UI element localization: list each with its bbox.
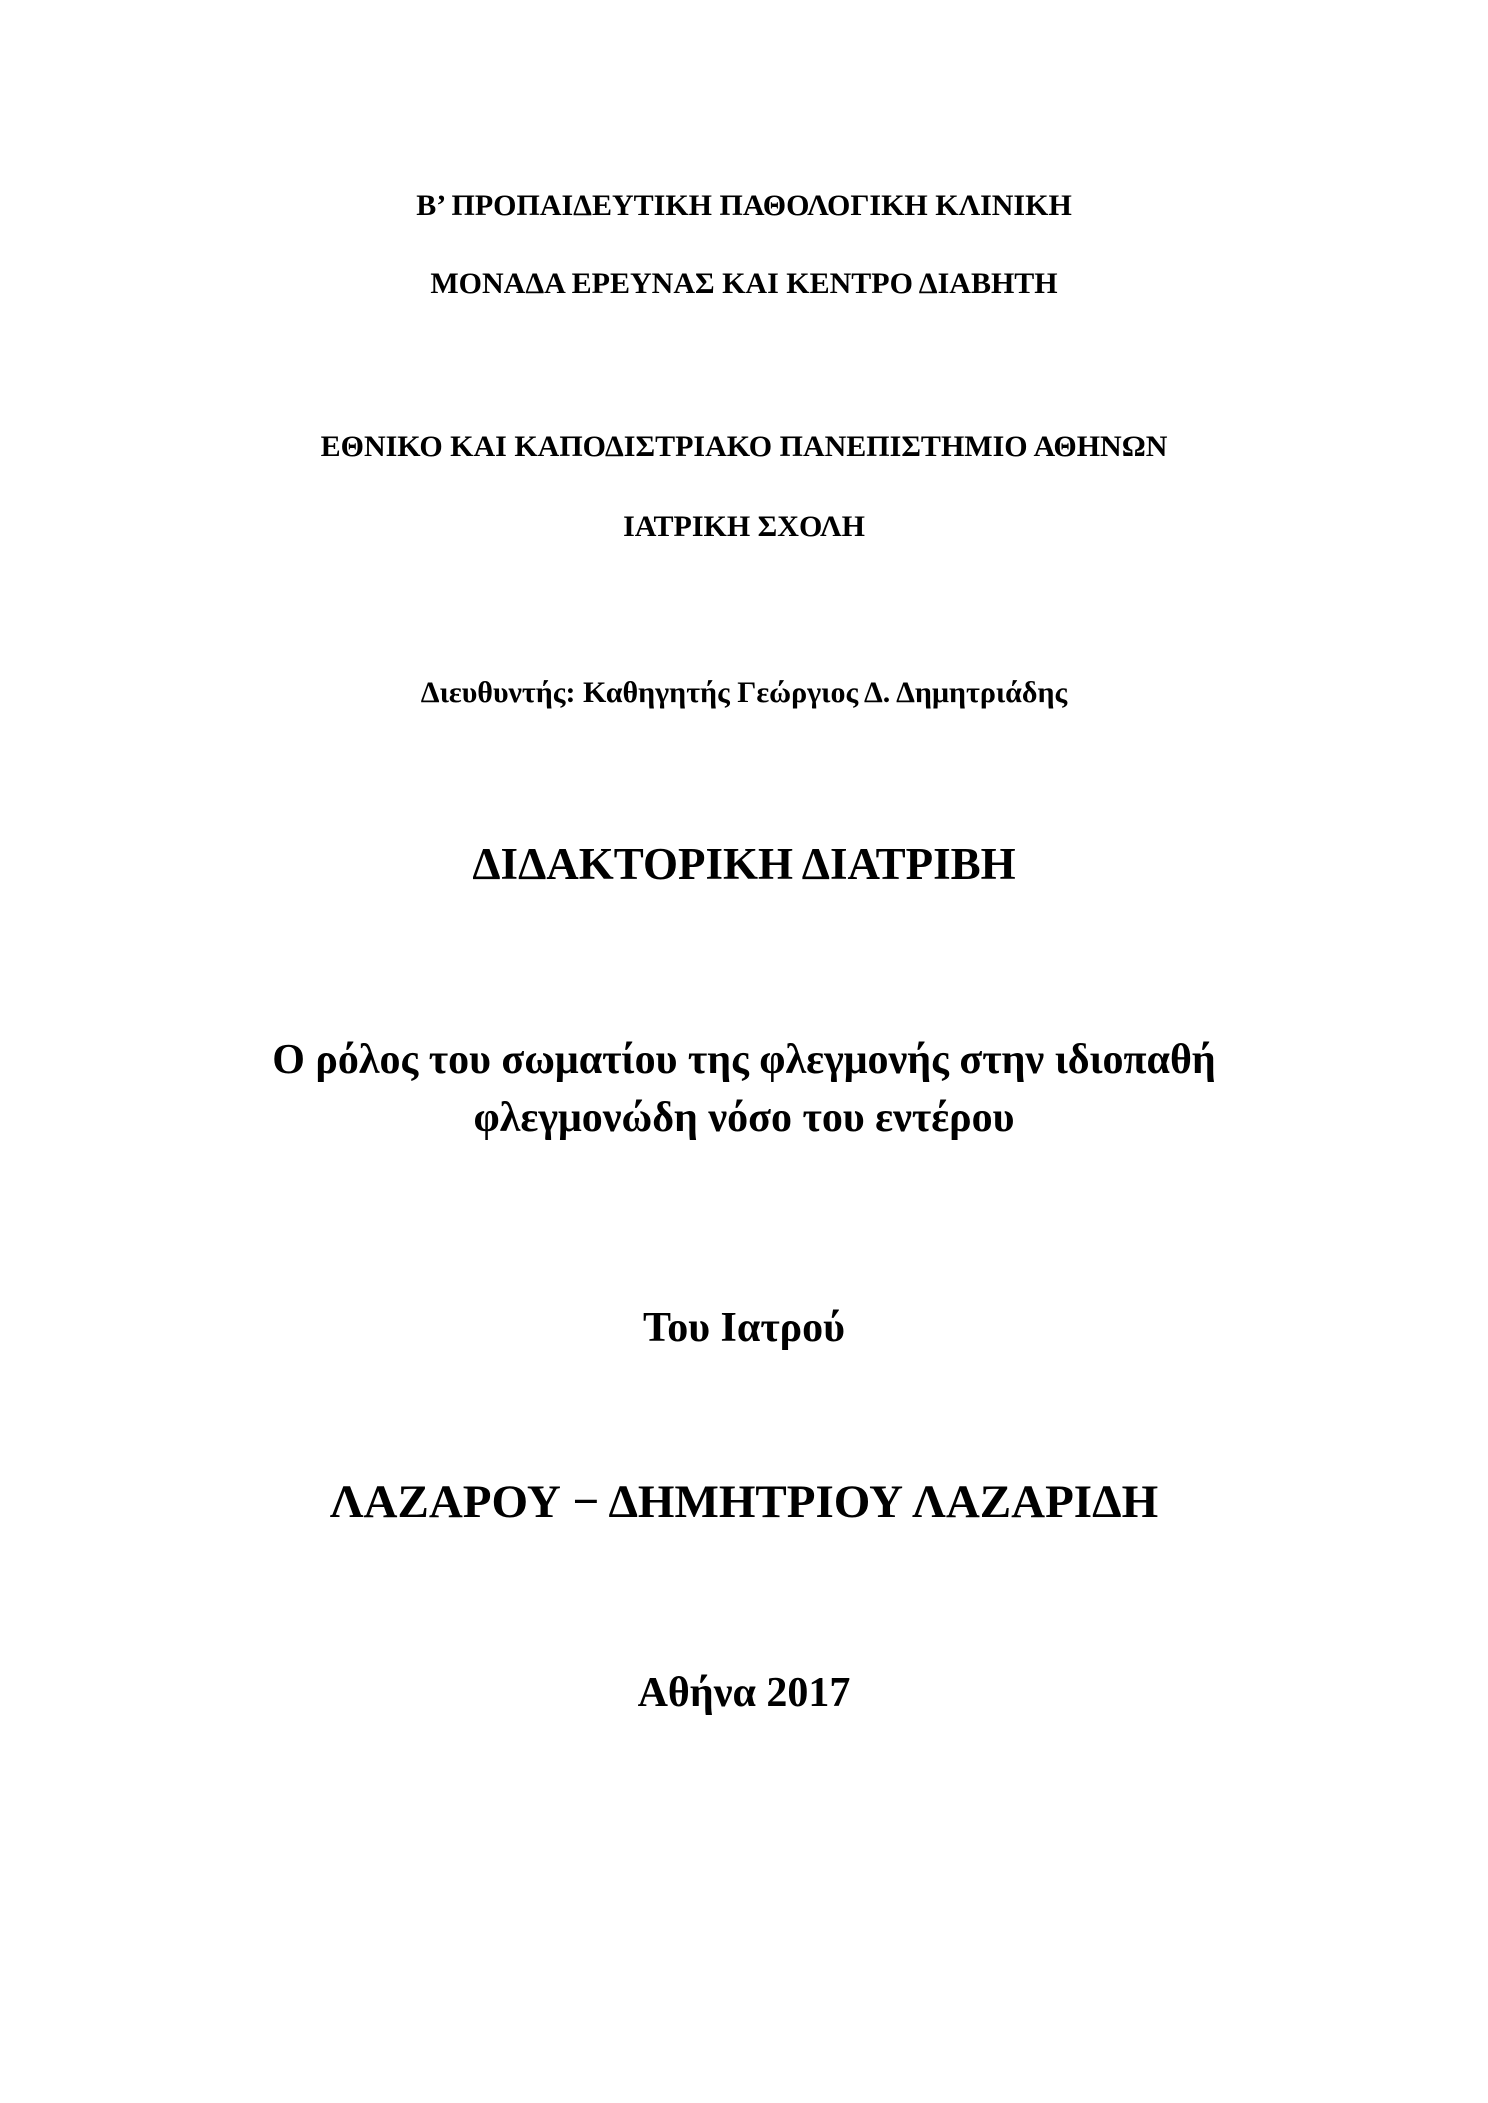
place-and-year: Αθήνα 2017	[637, 1670, 851, 1716]
thesis-title-line-2: φλεγμονώδη νόσο του εντέρου	[473, 1095, 1015, 1141]
author-name: ΛΑΖΑΡΟΥ − ΔΗΜΗΤΡΙΟΥ ΛΑΖΑΡΙΔΗ	[329, 1476, 1159, 1528]
thesis-title-line-1: Ο ρόλος του σωματίου της φλεγμονής στην ιδιοπαθή	[272, 1037, 1216, 1083]
school-name: ΙΑΤΡΙΚΗ ΣΧΟΛΗ	[623, 510, 865, 543]
director-line: Διευθυντής: Καθηγητής Γεώργιος Δ. Δημητριάδης	[420, 676, 1068, 709]
clinic-name: Β’ ΠΡΟΠΑΙΔΕΥΤΙΚΗ ΠΑΘΟΛΟΓΙΚΗ ΚΛΙΝΙΚΗ	[416, 189, 1072, 222]
research-unit-name: ΜΟΝΑΔΑ ΕΡΕΥΝΑΣ ΚΑΙ ΚΕΝΤΡΟ ΔΙΑΒΗΤΗ	[430, 267, 1058, 300]
thesis-title	[0, 1031, 1488, 1147]
author-prefix: Του Ιατρού	[643, 1305, 845, 1351]
document-type-heading: ΔΙΔΑΚΤΟΡΙΚΗ ΔΙΑΤΡΙΒΗ	[472, 839, 1016, 889]
university-name: ΕΘΝΙΚΟ ΚΑΙ ΚΑΠΟΔΙΣΤΡΙΑΚΟ ΠΑΝΕΠΙΣΤΗΜΙΟ ΑΘΗΝΩΝ	[320, 430, 1168, 463]
